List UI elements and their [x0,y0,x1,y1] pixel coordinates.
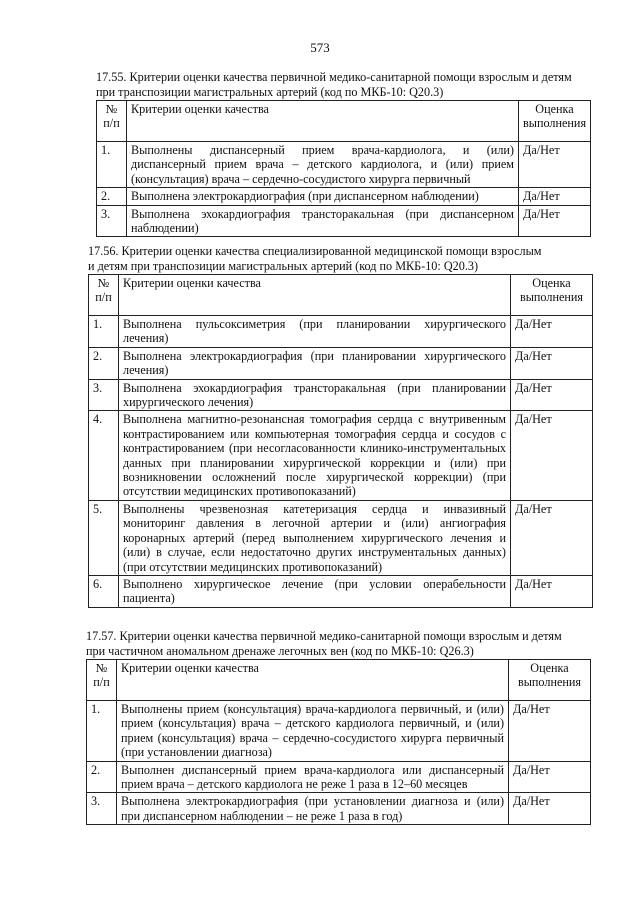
header-grade: Оценка выполнения [519,101,591,142]
row-criteria: Выполнено хирургическое лечение (при условии операбельности пациента) [119,575,511,607]
row-grade: Да/Нет [511,316,593,348]
table-row [97,188,591,205]
table-row [89,316,593,348]
table-row [89,347,593,379]
row-criteria: Выполнена электрокардиография (при планировании хирургического лечения) [119,347,511,379]
table-row [87,701,591,762]
row-grade: Да/Нет [519,205,591,237]
table-row [87,793,591,825]
row-num: 3. [89,379,119,411]
header-criteria: Критерии оценки качества [117,660,509,701]
row-criteria: Выполнены диспансерный прием врача-кардиолога, и (или) диспансерный прием врача – детского кардиолога, и (или) прием (консультация) врача – сердечно-сосудистого хирурга первичный [127,142,519,188]
table-row [89,379,593,411]
header-num: № п/п [89,275,119,316]
row-num: 2. [89,347,119,379]
table-header-row [87,660,591,701]
row-grade: Да/Нет [519,188,591,205]
table-row [97,205,591,237]
section-17-55 [96,70,590,237]
page-number: 573 [310,40,330,55]
row-grade: Да/Нет [511,347,593,379]
row-grade: Да/Нет [511,379,593,411]
table-row [89,411,593,500]
table-header-row [97,101,591,142]
row-grade: Да/Нет [519,142,591,188]
row-criteria: Выполнена электрокардиография (при установлении диагноза и (или) при диспансерном наблюдении – не реже 1 раза в год) [117,793,509,825]
header-criteria: Критерии оценки качества [119,275,511,316]
row-num: 1. [89,316,119,348]
row-num: 5. [89,500,119,575]
row-num: 6. [89,575,119,607]
row-num: 3. [87,793,117,825]
section-caption-line1: 17.56. Критерии оценки качества специализированной медицинской помощи взрослым [88,244,542,258]
section-caption-line2: и детям при транспозиции магистральных артерий (код по МКБ-10: Q20.3) [88,259,479,273]
table-row [87,761,591,793]
row-criteria: Выполнен диспансерный прием врача-кардиолога или диспансерный прием врача – детского кардиолога не реже 1 раза в 12–60 месяцев [117,761,509,793]
row-grade: Да/Нет [511,575,593,607]
row-num: 2. [87,761,117,793]
header-num: № п/п [87,660,117,701]
criteria-table [88,274,593,608]
row-num: 4. [89,411,119,500]
row-grade: Да/Нет [511,500,593,575]
row-grade: Да/Нет [509,701,591,762]
table-row [89,500,593,575]
header-grade: Оценка выполнения [509,660,591,701]
section-17-57 [86,629,590,825]
row-num: 3. [97,205,127,237]
table-row [97,142,591,188]
row-criteria: Выполнена эхокардиография трансторакальная (при планировании хирургического лечения) [119,379,511,411]
row-grade: Да/Нет [509,793,591,825]
row-num: 1. [97,142,127,188]
section-caption-line2: при частичном аномальном дренаже легочных вен (код по МКБ-10: Q26.3) [86,644,474,658]
row-num: 2. [97,188,127,205]
row-num: 1. [87,701,117,762]
row-criteria: Выполнена магнитно-резонансная томография сердца с внутривенным контрастированием или компьютерная томография сердца и сосудов с контрастированием (при несогласованности клинико-инструментальных данных при планировании хирургической коррекции и (или) при возникновении осложнений после хирургической коррекции) (при отсутствии медицинских противопоказаний) [119,411,511,500]
section-17-56 [88,244,592,608]
row-grade: Да/Нет [511,411,593,500]
row-criteria: Выполнена пульсоксиметрия (при планировании хирургического лечения) [119,316,511,348]
criteria-table [96,100,591,237]
header-grade: Оценка выполнения [511,275,593,316]
row-criteria: Выполнена электрокардиография (при диспансерном наблюдении) [127,188,519,205]
row-criteria: Выполнены чрезвенозная катетеризация сердца и инвазивный мониторинг давления в легочной артерии и (или) ангиография коронарных артерий (перед выполнением хирургического лечения и (или) в случае, если недостаточно других инструментальных данных) (при отсутствии медицинских противопоказаний) [119,500,511,575]
row-criteria: Выполнена эхокардиография трансторакальная (при диспансерном наблюдении) [127,205,519,237]
header-criteria: Критерии оценки качества [127,101,519,142]
row-grade: Да/Нет [509,761,591,793]
header-num: № п/п [97,101,127,142]
section-caption-line2: при транспозиции магистральных артерий (код по МКБ-10: Q20.3) [96,85,444,99]
table-row [89,575,593,607]
table-header-row [89,275,593,316]
section-caption-line1: 17.55. Критерии оценки качества первичной медико-санитарной помощи взрослым и детям [96,70,572,84]
row-criteria: Выполнены прием (консультация) врача-кардиолога первичный, и (или) прием (консультация) врача – детского кардиолога первичный, и (или) прием (консультация) врача – сердечно-сосудистого хирурга первичный (при установлении диагноза) [117,701,509,762]
section-caption-line1: 17.57. Критерии оценки качества первичной медико-санитарной помощи взрослым и детям [86,629,562,643]
criteria-table [86,659,591,825]
